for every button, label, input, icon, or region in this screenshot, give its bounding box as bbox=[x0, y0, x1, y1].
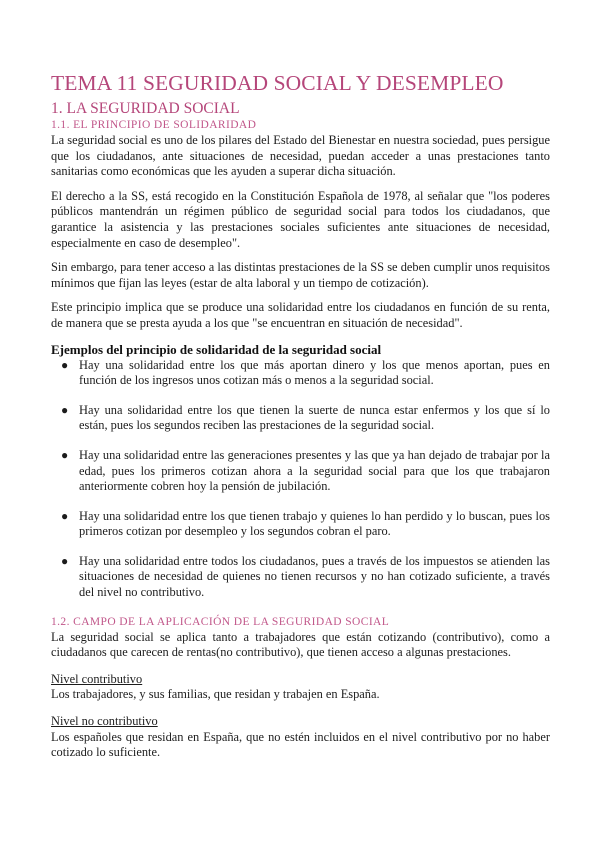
list-item bbox=[51, 509, 550, 540]
label-nivel-no-contributivo: Nivel no contributivo bbox=[51, 714, 158, 729]
list-item bbox=[51, 358, 550, 389]
list-item-text: Hay una solidaridad entre los que más aportan dinero y los que menos aportan, pues en función de los ingresos unos cotizan más o menos a la seguridad social. bbox=[79, 357, 550, 388]
section-heading-seguridad-social: 1. LA SEGURIDAD SOCIAL bbox=[51, 100, 240, 117]
bullet-icon: ● bbox=[61, 357, 69, 372]
bullet-icon: ● bbox=[61, 508, 69, 523]
examples-heading: Ejemplos del principio de solidaridad de la seguridad social bbox=[51, 341, 382, 357]
bullet-icon: ● bbox=[61, 447, 69, 462]
paragraph-constitucion: El derecho a la SS, está recogido en la Constitución Española de 1978, al señalar que "los poderes públicos mantendrán un régimen público de seguridad social para todos los ciudadanos, que garantice la asistencia y las prestaciones sociales suficientes ante situaciones de necesidad, especialmente en caso de desempleo". bbox=[51, 188, 550, 250]
list-item-text: Hay una solidaridad entre todos los ciudadanos, pues a través de los impuestos se atienden las situaciones de necesidad de quienes no tienen recursos y no han cotizado suficiente, a través del nivel no contributivo. bbox=[79, 553, 550, 600]
bullet-icon: ● bbox=[61, 553, 69, 568]
paragraph-principio: Este principio implica que se produce una solidaridad entre los ciudadanos en función de su renta, de manera que se presta ayuda a los que "se encuentran en situación de necesidad". bbox=[51, 300, 550, 330]
label-nivel-contributivo: Nivel contributivo bbox=[51, 671, 143, 686]
paragraph-nivel-contributivo: Los trabajadores, y sus familias, que residan y trabajen en España. bbox=[51, 687, 380, 702]
paragraph-nivel-no-contributivo: Los españoles que residan en España, que no estén incluidos en el nivel contributivo por no haber cotizado lo suficiente. bbox=[51, 729, 550, 760]
subsection-heading-solidaridad: 1.1. EL PRINCIPIO DE SOLIDARIDAD bbox=[51, 119, 257, 131]
list-item-text: Hay una solidaridad entre los que tienen la suerte de nunca estar enfermos y los que sí lo están, pues los segundos reciben las prestaciones de la seguridad social. bbox=[79, 402, 550, 433]
bullet-icon: ● bbox=[61, 402, 69, 417]
list-item-text: Hay una solidaridad entre los que tienen trabajo y quienes lo han perdido y lo buscan, pues los primeros cotizan por desempleo y los segundos cobran el paro. bbox=[79, 508, 550, 539]
paragraph-intro: La seguridad social es uno de los pilares del Estado del Bienestar en nuestra sociedad, pues persigue que los ciudadanos, ante situaciones de necesidad, puedan acceder a unas prestaciones tanto sanitarias como económicas que les ayuden a superar dicha situación. bbox=[51, 133, 550, 179]
document-title: TEMA 11 SEGURIDAD SOCIAL Y DESEMPLEO bbox=[51, 71, 504, 95]
list-item-text: Hay una solidaridad entre las generaciones presentes y las que ya han dejado de trabajar por la edad, pues los primeros cotizan ahora a la seguridad social para que los que trabajaron anteriormente cobren hoy la pensión de jubilación. bbox=[79, 447, 550, 494]
document-page bbox=[51, 70, 550, 761]
subsection-heading-campo-aplicacion: 1.2. CAMPO DE LA APLICACIÓN DE LA SEGURIDAD SOCIAL bbox=[51, 615, 390, 628]
list-item bbox=[51, 403, 550, 434]
paragraph-requisitos: Sin embargo, para tener acceso a las distintas prestaciones de la SS se deben cumplir unos requisitos mínimos que fijan las leyes (estar de alta laboral y un tiempo de cotización). bbox=[51, 260, 550, 290]
paragraph-campo-intro: La seguridad social se aplica tanto a trabajadores que están cotizando (contributivo), como a ciudadanos que carecen de rentas(no contributivo), que tienen acceso a algunas prestaciones. bbox=[51, 629, 550, 660]
list-item bbox=[51, 448, 550, 495]
examples-list bbox=[51, 358, 550, 601]
list-item bbox=[51, 554, 550, 601]
